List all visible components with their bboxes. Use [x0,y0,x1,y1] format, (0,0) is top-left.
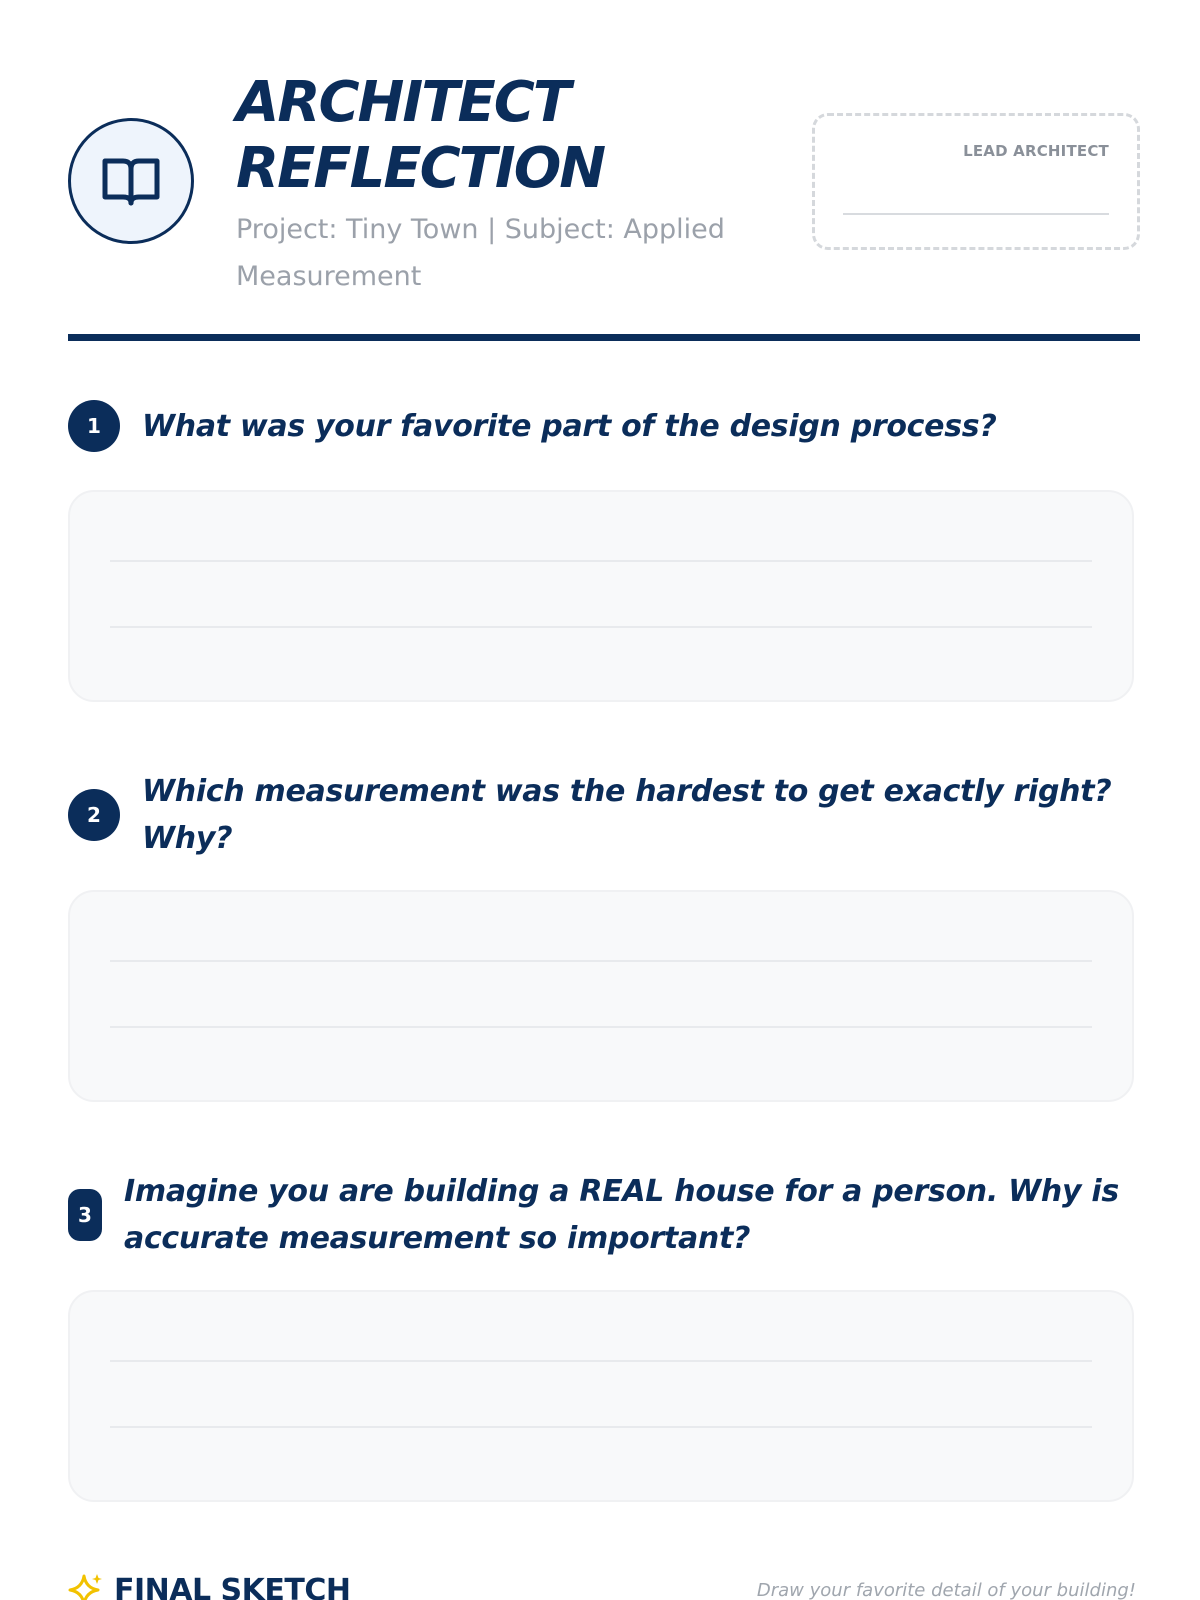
final-sketch-heading [68,1572,350,1600]
final-sketch-instruction: Draw your favorite detail of your building! [756,1580,1136,1600]
answer-line [110,1026,1092,1028]
answer-line [110,560,1092,562]
answer-box-1[interactable] [68,490,1134,702]
question-text-line-1: Imagine you are building a REAL house for a person. Why is [124,1174,1119,1209]
question-text [142,403,996,450]
page-title-line-1: ARCHITECT [236,70,570,135]
answer-box-3[interactable] [68,1290,1134,1502]
page-title-line-2: REFLECTION [236,136,605,201]
lead-architect-name-line[interactable] [843,213,1109,215]
answer-line [110,626,1092,628]
question-text-line-2: accurate measurement so important? [124,1221,751,1256]
question-2 [68,768,1140,862]
answer-line [110,1426,1092,1428]
answer-line [110,1360,1092,1362]
answer-box-2[interactable] [68,890,1134,1102]
worksheet-header [68,70,1140,300]
question-number-badge: 3 [68,1189,102,1241]
answer-line [110,960,1092,962]
lead-architect-box [812,113,1140,250]
question-1 [68,400,1140,452]
question-text-line-2: Why? [142,821,233,856]
logo-badge [68,118,194,244]
subtitle-line-2: Measurement [236,261,422,292]
question-number-badge: 2 [68,789,120,841]
header-divider [68,334,1140,341]
question-text [142,768,1111,862]
question-text-line-1: What was your favorite part of the design process? [142,408,997,444]
subtitle-line-1: Project: Tiny Town | Subject: Applied [236,214,725,245]
open-book-icon [99,149,163,213]
question-number-badge: 1 [68,400,120,452]
project-subtitle [236,206,796,300]
title-block [236,70,796,300]
question-3 [68,1168,1140,1262]
lead-architect-label: LEAD ARCHITECT [963,142,1109,160]
sparkle-icon [68,1572,104,1600]
final-sketch-title: FINAL SKETCH [114,1572,351,1600]
question-text-line-1: Which measurement was the hardest to get exactly right? [142,774,1112,809]
question-text [124,1168,1119,1262]
